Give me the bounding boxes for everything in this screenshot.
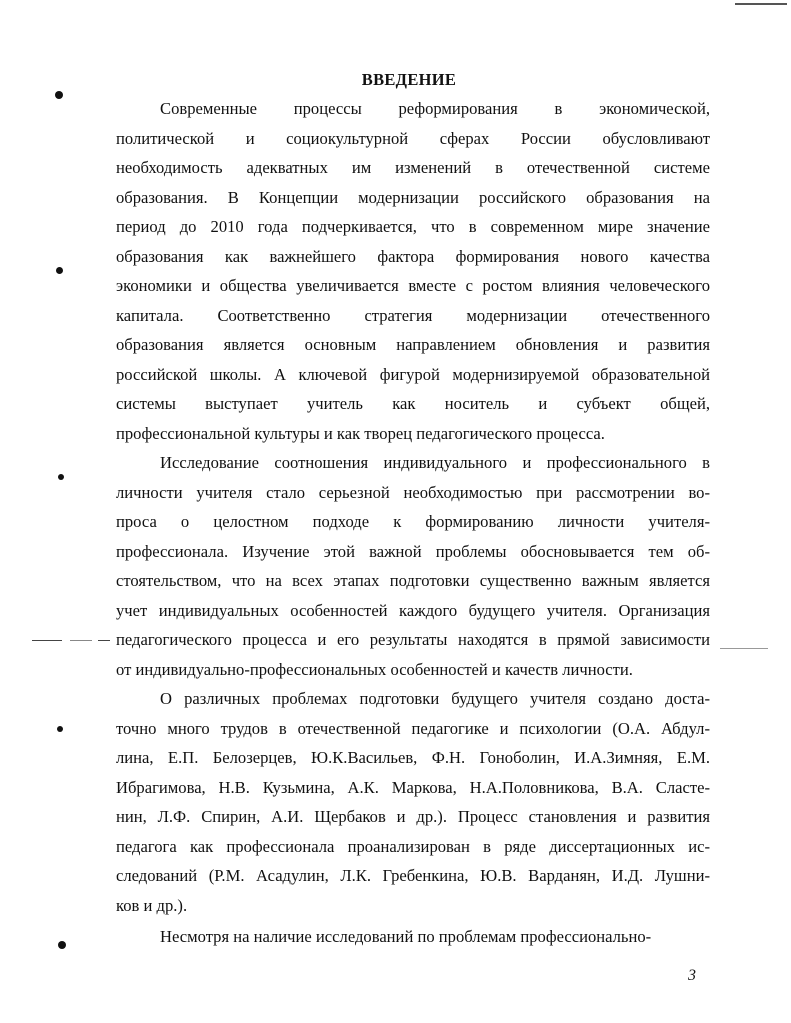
text-line: О различных проблемах подготовки будущего учителя создано доста-: [160, 689, 710, 708]
scan-line-artifact: [70, 640, 92, 641]
text-line: образования. В Концепции модернизации российского образования на: [116, 187, 710, 207]
page-title: ВВЕДЕНИЕ: [361, 70, 457, 89]
text-line: период до 2010 года подчеркивается, что в современном мире значение: [116, 217, 710, 236]
scan-line-artifact: [32, 640, 62, 641]
text-line: профессионала. Изучение этой важной проблемы обосновывается тем об-: [116, 541, 710, 561]
paragraph-4: [116, 922, 710, 952]
paragraph-3: [116, 684, 710, 920]
text-line: учет индивидуальных особенностей каждого будущего учителя. Организация: [116, 600, 710, 620]
hole-mark: [58, 474, 64, 480]
text-line: образования является основным направлением обновления и развития: [116, 335, 710, 354]
text-line: точно много трудов в отечественной педагогике и психологии (О.А. Абдул-: [116, 718, 710, 738]
text-line: от индивидуально-профессиональных особенностей и качеств личности.: [116, 659, 633, 679]
text-line: профессиональной культуры и как творец педагогического процесса.: [116, 423, 605, 443]
text-line: стоятельством, что на всех этапах подготовки существенно важным является: [116, 571, 710, 590]
scan-line-artifact: [720, 648, 768, 649]
text-line: экономики и общества увеличивается вместе с ростом влияния человеческого: [116, 276, 710, 295]
paragraph-2: [116, 448, 710, 684]
hole-mark: [58, 941, 66, 949]
text-line: Современные процессы реформирования в экономической,: [160, 99, 710, 118]
text-line: педагога как профессионала проанализирован в ряде диссертационных ис-: [116, 836, 710, 856]
text-line: системы выступает учитель как носитель и субъект общей,: [116, 394, 710, 413]
text-line: необходимость адекватных им изменений в отечественной системе: [116, 158, 710, 177]
page-number: 3: [688, 967, 696, 984]
text-line: личности учителя стало серьезной необходимостью при рассмотрении во-: [116, 482, 710, 502]
text-line: образования как важнейшего фактора формирования нового качества: [116, 246, 710, 266]
text-line: ков и др.).: [116, 895, 188, 915]
text-line: капитала. Соответственно стратегия модернизации отечественного: [116, 305, 710, 325]
text-line: политической и социокультурной сферах России обусловливают: [116, 128, 710, 148]
text-line: Ибрагимова, Н.В. Кузьмина, А.К. Маркова, Н.А.Половникова, В.А. Сласте-: [116, 777, 710, 797]
scan-line-artifact: [98, 640, 110, 641]
scan-edge-line: [735, 3, 787, 5]
paragraph-1: [116, 94, 710, 448]
text-line: следований (Р.М. Асадулин, Л.К. Гребенкина, Ю.В. Варданян, И.Д. Лушни-: [116, 866, 710, 885]
text-line: российской школы. А ключевой фигурой модернизируемой образовательной: [116, 364, 710, 384]
text-line: педагогического процесса и его результаты находятся в прямой зависимости: [116, 630, 710, 649]
text-line: лина, Е.П. Белозерцев, Ю.К.Васильев, Ф.Н. Гоноболин, И.А.Зимняя, Е.М.: [116, 748, 710, 767]
hole-mark: [57, 726, 63, 732]
hole-mark: [56, 267, 63, 274]
hole-mark: [55, 91, 63, 99]
text-line: проса о целостном подходе к формированию личности учителя-: [116, 512, 710, 531]
text-line: Несмотря на наличие исследований по проблемам профессионально-: [160, 927, 652, 946]
text-line: нин, Л.Ф. Спирин, А.И. Щербаков и др.). Процесс становления и развития: [116, 807, 710, 826]
text-line: Исследование соотношения индивидуального и профессионального в: [160, 453, 710, 472]
